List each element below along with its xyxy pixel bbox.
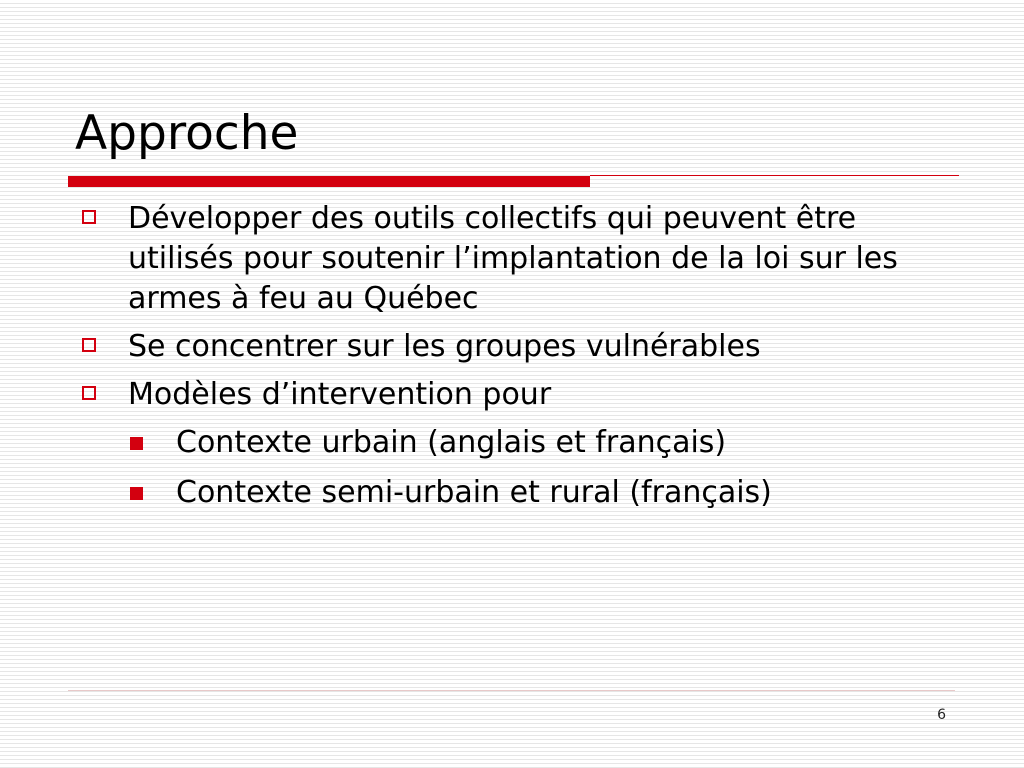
sub-bullet-item xyxy=(80,423,960,463)
hollow-square-bullet-icon xyxy=(82,386,96,400)
title-underline-thick xyxy=(68,176,590,187)
hollow-square-bullet-icon xyxy=(82,210,96,224)
sub-bullet-list xyxy=(80,423,960,513)
bullet-item xyxy=(80,199,960,319)
bullet-text: Se concentrer sur les groupes vulnérables xyxy=(128,329,761,364)
slide-title: Approche xyxy=(75,106,299,161)
footer-divider xyxy=(68,690,955,691)
sub-bullet-text: Contexte semi-urbain et rural (français) xyxy=(176,475,772,510)
page-number: 6 xyxy=(937,707,946,723)
filled-square-bullet-icon xyxy=(130,437,143,450)
bullet-text: Développer des outils collectifs qui peuvent être utilisés pour soutenir l’implantation de la loi sur les armes à feu au Québec xyxy=(128,201,898,316)
title-underline-thin xyxy=(590,175,959,176)
title-underline xyxy=(68,174,959,188)
sub-bullet-item xyxy=(80,473,960,513)
sub-bullet-text: Contexte urbain (anglais et français) xyxy=(176,425,727,460)
sub-bullet-group xyxy=(80,423,960,513)
slide-body xyxy=(80,199,960,523)
bullet-text: Modèles d’intervention pour xyxy=(128,377,552,412)
bullet-item xyxy=(80,375,960,415)
bullet-item xyxy=(80,327,960,367)
filled-square-bullet-icon xyxy=(130,487,143,500)
hollow-square-bullet-icon xyxy=(82,338,96,352)
